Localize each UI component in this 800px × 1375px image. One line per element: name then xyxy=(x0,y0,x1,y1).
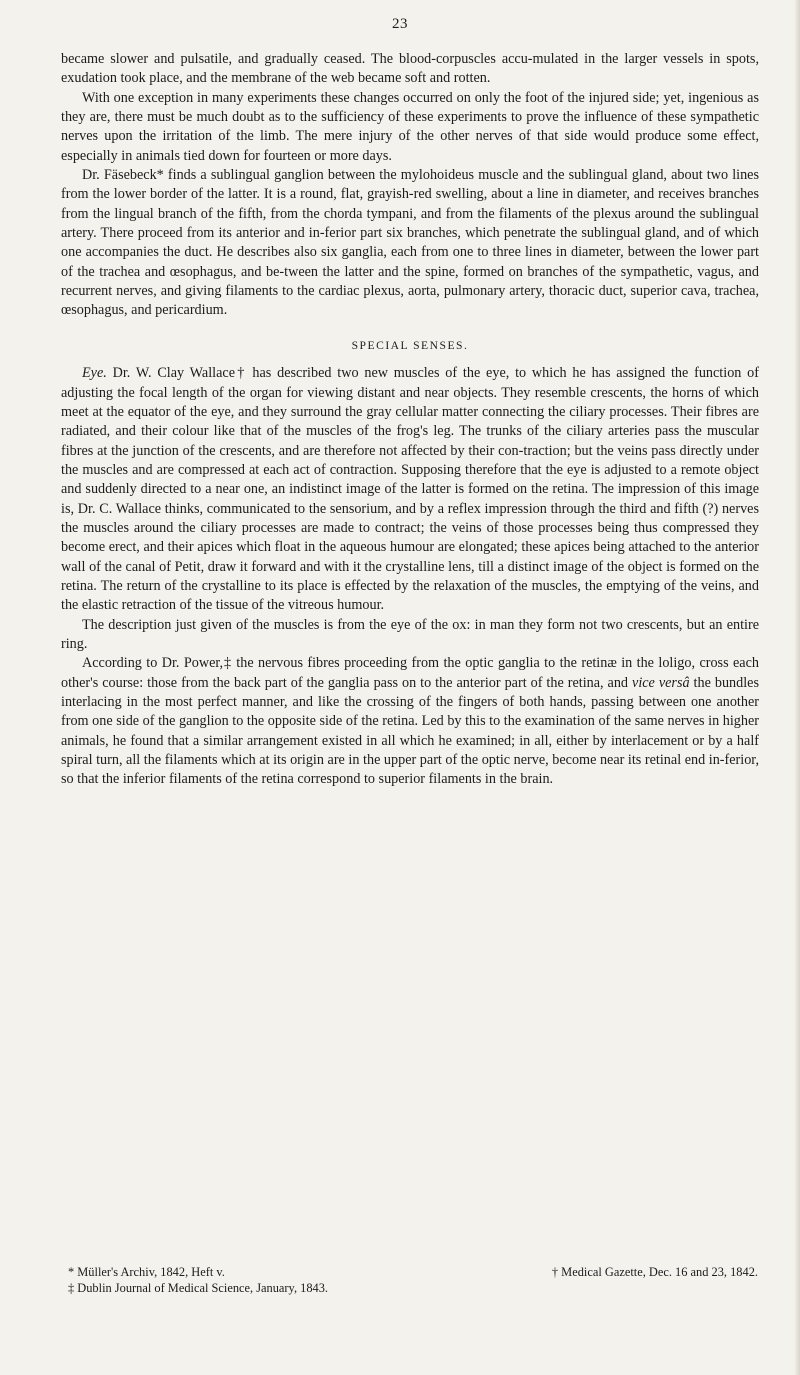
power-text-start: According to Dr. Power,‡ the nervous fibres proceeding from the optic ganglia to the retinæ in the loligo, cross each other's course: those from the back part of the ganglia pass on to the anterior part of the retina, and xyxy=(61,655,759,691)
paragraph-ox: The description just given of the muscles is from the eye of the ox: in man they form not two crescents, but an entire ring. xyxy=(61,616,759,652)
paragraph-experiments: With one exception in many experiments these changes occurred on only the foot of the injured side; yet, ingenious as they are, there must be much doubt as to the sufficiency of these experiments to prove the influence of these sympathetic nerves upon the irritation of the limb. The mere injury of the other nerves of that side would produce some effect, especially in animals tied down for fourteen or more days. xyxy=(61,89,759,164)
section-heading: SPECIAL SENSES. xyxy=(351,338,469,352)
power-text-end: the bundles interlacing in the most perfect manner, and like the crossing of the fingers of both hands, passing between one another from one side of the ganglion to the opposite side of the retina. Led by this to the examination of the same nerves in higher animals, he found that a similar arrangement existed in all which he examined; in all, either by interlacement or by a half spiral turn, all the filaments which at its origin are in the upper part of the optic nerve, become near its retinal end in-ferior, so that the inferior filaments of the retina correspond to superior filaments in the brain. xyxy=(61,674,759,788)
footnotes xyxy=(68,1264,758,1297)
paragraph-power xyxy=(61,654,759,789)
eye-text: Dr. W. Clay Wallace† has described two new muscles of the eye, to which he has assigned the function of adjusting the focal length of the organ for viewing distant and near objects. They resemble crescents, the horns of which meet at the equator of the eye, and they surround the gray cellular matter connecting the ciliary processes. Their fibres are radiated, and their colour like that of the muscles of the frog's leg. The trunks of the ciliary arteries pass the muscular fibres at the junction of the crescents, and are therefore not affected by their con-traction; but the veins pass directly under the muscles and are compressed at each act of contraction. Supposing therefore that the eye is adjusted to a remote object and suddenly directed to a near one, an indistinct image of the latter is formed on the retina. The impression of this image is, Dr. C. Wallace thinks, communicated to the sensorium, and by a reflex impression through the third and fifth (?) nerves the muscles around the ciliary processes are made to contract; the veins of those processes being thus compressed they become erect, and their apices which float in the aqueous humour are elongated; these apices being attached to the anterior wall of the canal of Petit, draw it forward and with it the crystalline lens, till a distinct image of the object is formed on the retina. The return of the crystalline to its place is effected by the relaxation of the muscles, the emptying of the veins, and the elastic retraction of the tissue of the vitreous humour. xyxy=(61,365,759,614)
footnote-gazette: † Medical Gazette, Dec. 16 and 23, 1842. xyxy=(551,1265,758,1279)
footnote-mueller: * Müller's Archiv, 1842, Heft v. xyxy=(68,1265,225,1279)
paragraph-continuation: became slower and pulsatile, and gradually ceased. The blood-corpuscles accu-mulated in the larger vessels in spots, exudation took place, and the membrane of the web became soft and rotten. xyxy=(61,51,759,87)
eye-lead: Eye. xyxy=(82,365,107,382)
paragraph-fasebeck: Dr. Fäsebeck* finds a sublingual ganglion between the mylohoideus muscle and the sublingual gland, about two lines from the lower border of the latter. It is a round, flat, grayish-red swelling, about a line in diameter, and receives branches from the lingual branch of the fifth, from the chorda tympani, and from the filaments of the plexus around the sublingual artery. There proceed from its anterior and in-ferior part six branches, which penetrate the sublingual gland, and of which one accompanies the duct. He describes also six ganglia, each from one to three lines in diameter, between the lower part of the trachea and œsophagus, and be-tween the latter and the spine, formed on branches of the sympathetic, vagus, and recurrent nerves, and giving filaments to the cardiac plexus, aorta, pulmonary artery, thoracic duct, superior cava, trachea, œsophagus, and pericardium. xyxy=(61,167,759,319)
power-italic: vice versâ xyxy=(632,674,690,691)
body-text xyxy=(61,50,759,790)
footnote-row xyxy=(68,1264,758,1280)
footnote-dublin: ‡ Dublin Journal of Medical Science, January, 1843. xyxy=(68,1281,329,1296)
page-number: 23 xyxy=(392,16,408,32)
page-edge xyxy=(794,0,800,1375)
paragraph-eye xyxy=(61,364,759,615)
